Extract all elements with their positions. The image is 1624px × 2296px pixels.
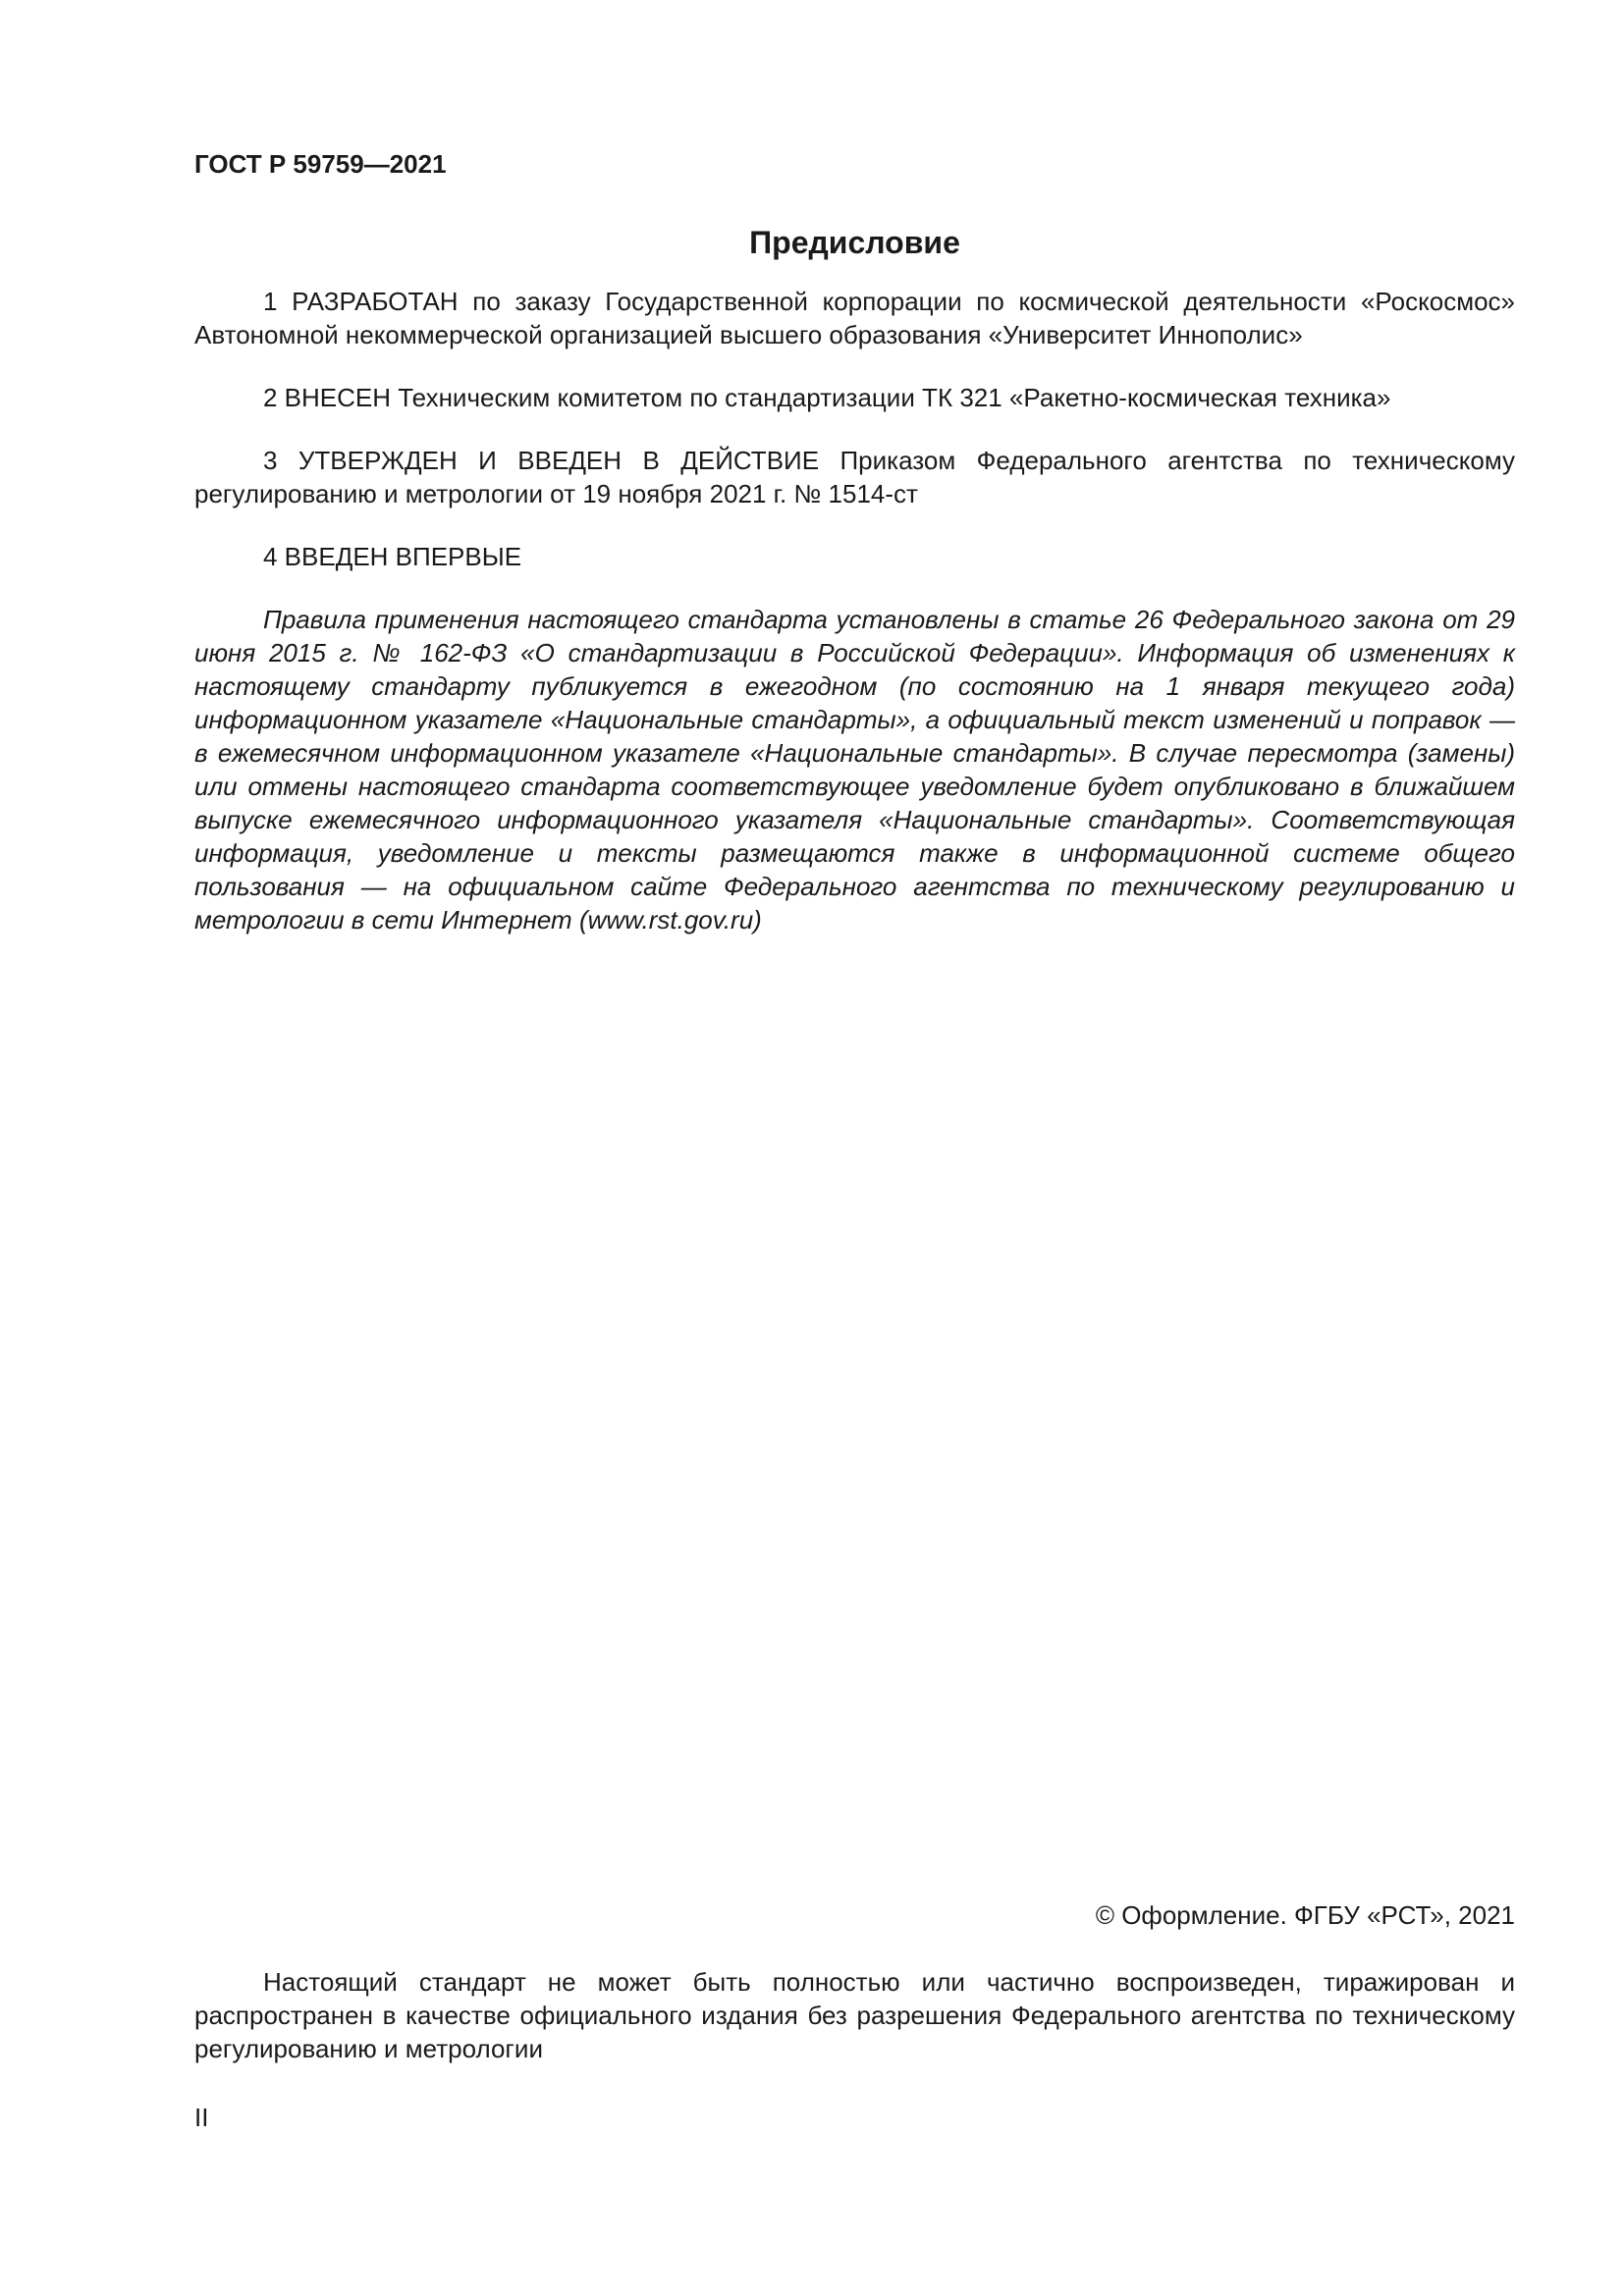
rules-note: Правила применения настоящего стандарта установлены в статье 26 Федерального закона от 29 июня 2015 г. № 162-ФЗ «О стандартизации в Российской Федерации». Информация об изменениях к настоящему стандарту публикуется в ежегодном (по состоянию на 1 января текущего года) информационном указателе «Национальные стандарты», а официальный текст изменений и поправок — в ежемесячном информационном указателе «Национальные стандарты». В случае пересмотра (замены) или отмены настоящего стандарта соответствующее уведомление будет опубликовано в ближайшем выпуске ежемесячного информационного указателя «Национальные стандарты». Соответствующая информация, уведомление и тексты размещаются также в информационной системе общего пользования — на официальном сайте Федерального агентства по техническому регулированию и метрологии в сети Интернет (www.rst.gov.ru): [194, 605, 1515, 934]
preface-item-developed: 1 РАЗРАБОТАН по заказу Государственной корпорации по космической деятельности «Роскосмос» Автономной некоммерческой организацией высшего образования «Университет Иннополис»: [194, 287, 1515, 349]
preface-body: [194, 285, 1515, 966]
document-code-header: ГОСТ Р 59759—2021: [194, 149, 447, 179]
preface-item-first-edition: 4 ВВЕДЕН ВПЕРВЫЕ: [263, 542, 522, 571]
reproduction-notice: Настоящий стандарт не может быть полностью или частично воспроизведен, тиражирован и распространен в качестве официального издания без разрешения Федерального агентства по техническому регулированию и метрологии: [194, 1967, 1515, 2063]
page-number: II: [194, 2103, 209, 2132]
preface-item-introduced: 2 ВНЕСЕН Техническим комитетом по стандартизации ТК 321 «Ракетно-космическая техника»: [263, 383, 1391, 412]
page-title: Предисловие: [749, 225, 960, 260]
copyright-line: © Оформление. ФГБУ «РСТ», 2021: [1095, 1900, 1515, 1930]
preface-item-approved: 3 УТВЕРЖДЕН И ВВЕДЕН В ДЕЙСТВИЕ Приказом Федерального агентства по техническому регулированию и метрологии от 19 ноября 2021 г. № 1514-ст: [194, 446, 1515, 508]
